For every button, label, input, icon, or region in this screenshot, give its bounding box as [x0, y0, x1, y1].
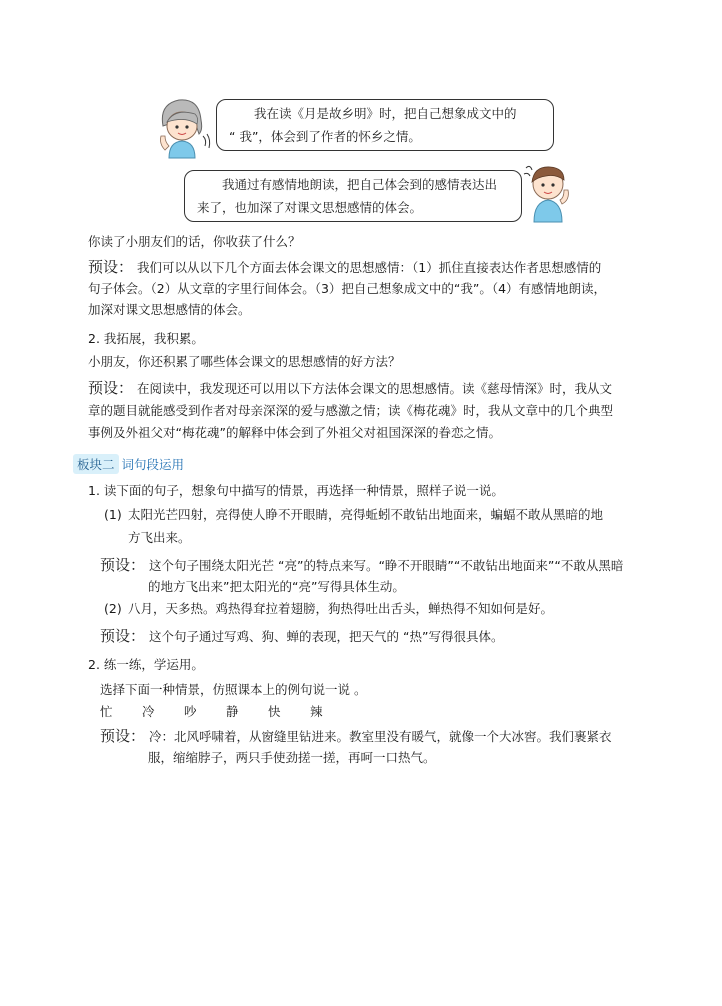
- item-1-preset-1-text-line1: 这个句子围绕太阳光芒 “亮”的特点来写。“睁不开眼睛”“不敢钻出地面来”“不敢从黑暗: [149, 558, 624, 573]
- item-2-title: 2. 练一练，学运用。: [88, 657, 204, 672]
- word-item: 快: [268, 704, 281, 719]
- item-1-preset-1-line1: [100, 555, 623, 576]
- question-1: 你读了小朋友们的话，你收获了什么？: [88, 234, 301, 249]
- girl-bubble-line2: “ 我”，体会到了作者的怀乡之情。: [229, 129, 421, 144]
- boy-illustration: [522, 160, 572, 224]
- item-2-preset-line1: [100, 726, 612, 747]
- word-item: 冷: [142, 704, 155, 719]
- sentence-2-text: 八月，天多热。鸡热得耷拉着翅膀，狗热得吐出舌头，蝉热得不知如何是好。: [128, 601, 554, 616]
- preset-2-line2: 章的题目就能感受到作者对母亲深深的爱与感激之情；读《梅花魂》时，我从文章中的几个典型: [88, 403, 614, 418]
- word-item: 吵: [184, 704, 197, 719]
- item-1-sentence-1-line2: 方飞出来。: [128, 530, 191, 545]
- preset-1-text-line1: 我们可以从以下几个方面去体会课文的思想感情：（1）抓住直接表达作者思想感情的: [137, 260, 602, 275]
- question-2: 小朋友，你还积累了哪些体会课文的思想感情的好方法？: [88, 354, 401, 369]
- preset-1-line3: 加深对课文思想感情的体会。: [88, 302, 251, 317]
- section-2-title: 2. 我拓展，我积累。: [88, 331, 204, 346]
- word-item: 静: [226, 704, 239, 719]
- block-2-heading: [73, 454, 184, 474]
- boy-bubble-line1: 我通过有感情地朗读，把自己体会到的感情表达出: [222, 177, 498, 192]
- sentence-2-number: (2): [104, 601, 122, 616]
- preset-label: 预设：: [100, 556, 146, 574]
- preset-label: 预设：: [100, 627, 146, 645]
- item-1-preset-2-text: 这个句子通过写鸡、狗、蝉的表现，把天气的 “热”写得很具体。: [149, 629, 504, 644]
- item-1-sentence-1-line1: [104, 505, 603, 525]
- preset-2-line1: [88, 378, 612, 399]
- preset-label: 预设：: [88, 258, 134, 276]
- word-item: 忙: [100, 704, 113, 719]
- girl-illustration: [155, 96, 213, 160]
- preset-1-line2: 句子体会。（2）从文章的字里行间体会。（3）把自己想象成文中的“我”。（4）有感情地朗读，: [88, 281, 607, 296]
- item-2-instruction: 选择下面一种情景，仿照课本上的例句说一说 。: [100, 682, 367, 697]
- preset-2-line3: 事例及外祖父对“梅花魂”的解释中体会到了外祖父对祖国深深的眷恋之情。: [88, 425, 501, 440]
- girl-bubble-line1: 我在读《月是故乡明》时，把自己想象成文中的: [254, 106, 517, 121]
- item-2-preset-text-line1: 冷：北风呼啸着，从窗缝里钻进来。教室里没有暖气，就像一个大冰窖。我们裹紧衣: [149, 729, 612, 744]
- boy-speech-bubble: [184, 170, 522, 222]
- girl-speech-bubble: [216, 99, 554, 151]
- preset-2-text-line1: 在阅读中，我发现还可以用以下方法体会课文的思想感情。读《慈母情深》时，我从文: [137, 381, 613, 396]
- item-1-preset-2: [100, 626, 503, 647]
- item-2-preset-line2: 服，缩缩脖子，两只手使劲搓一搓，再呵一口热气。: [148, 750, 436, 765]
- preset-label: 预设：: [88, 379, 134, 397]
- preset-1-line1: [88, 257, 601, 278]
- preset-label: 预设：: [100, 727, 146, 745]
- item-2-word-list: [100, 702, 352, 722]
- sentence-1-text-line1: 太阳光芒四射，亮得使人睁不开眼睛，亮得蚯蚓不敢钻出地面来，蝙蝠不敢从黑暗的地: [128, 507, 604, 522]
- block-2-title: 词句段运用: [121, 457, 185, 472]
- word-item: 辣: [310, 704, 323, 719]
- boy-bubble-line2: 来了，也加深了对课文思想感情的体会。: [197, 200, 423, 215]
- item-1-sentence-2: [104, 599, 553, 619]
- item-1-preset-1-line2: 的地方飞出来”把太阳光的“亮”写得具体生动。: [148, 579, 405, 594]
- block-2-tag: 板块二: [73, 454, 119, 474]
- sentence-1-number: (1): [104, 507, 122, 522]
- item-1-title: 1. 读下面的句子，想象句中描写的情景，再选择一种情景，照样子说一说。: [88, 483, 504, 498]
